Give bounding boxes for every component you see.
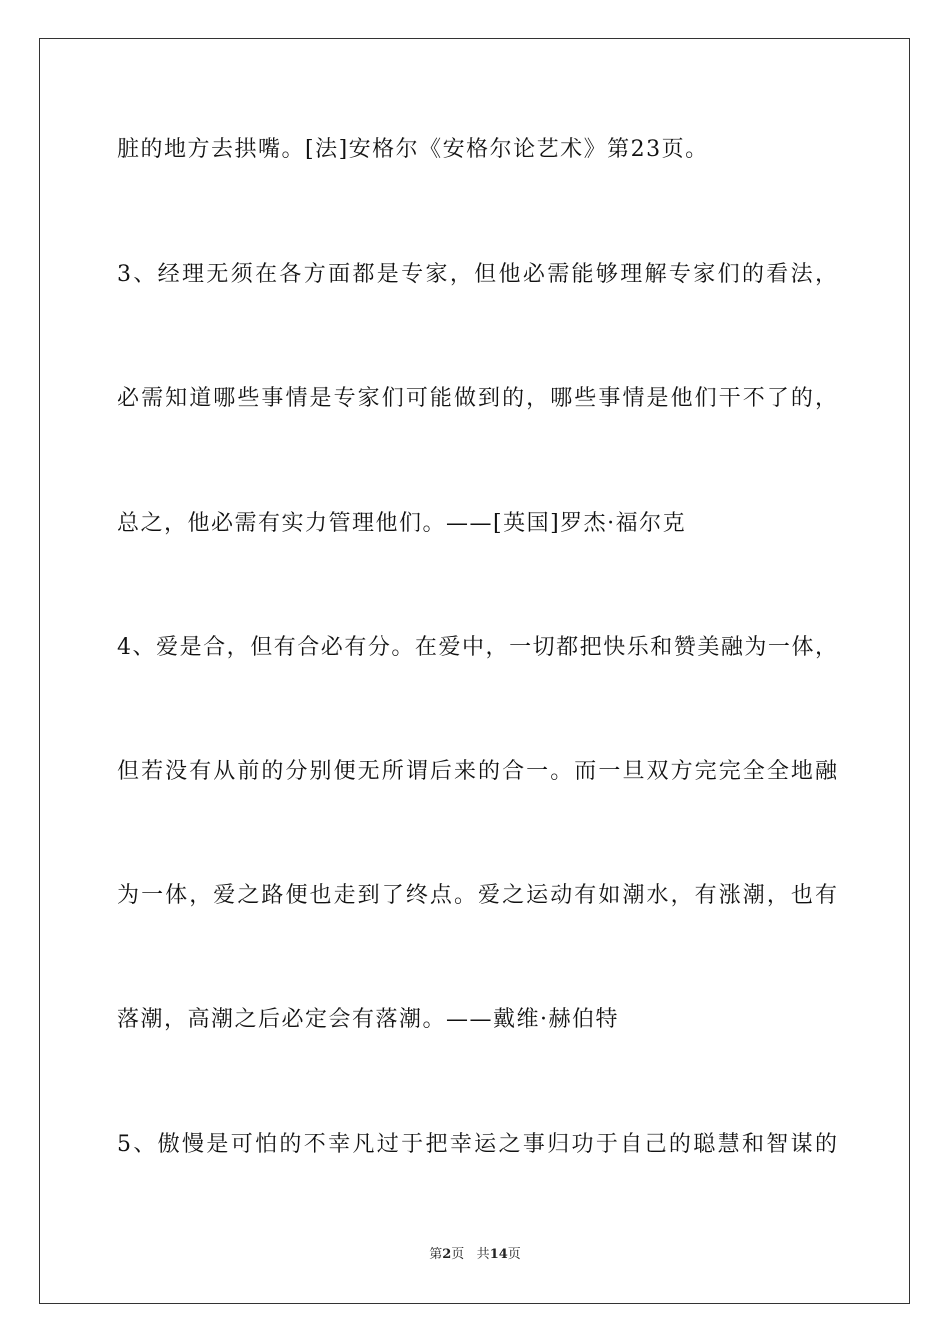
text-line-7: 为一体，爱之路便也走到了终点。爱之运动有如潮水，有涨潮，也有 — [117, 883, 837, 908]
text-line-4: 总之，他必需有实力管理他们。——[英国]罗杰·福尔克 — [117, 511, 687, 536]
total-pages: 14 — [489, 1247, 508, 1262]
text-line-3: 必需知道哪些事情是专家们可能做到的，哪些事情是他们干不了的， — [117, 386, 837, 411]
text-line-6: 但若没有从前的分别便无所谓后来的合一。而一旦双方完完全全地融 — [117, 759, 837, 784]
text-line-9: 5、傲慢是可怕的不幸凡过于把幸运之事归功于自己的聪慧和智谋的 — [117, 1132, 837, 1157]
page-frame — [39, 38, 910, 1304]
page-suffix: 页 — [451, 1247, 465, 1262]
total-suffix: 页 — [507, 1247, 521, 1262]
text-line-1: 脏的地方去拱嘴。[法]安格尔《安格尔论艺术》第23页。 — [117, 137, 709, 162]
page-number: 2 — [442, 1247, 452, 1262]
footer-separator — [464, 1247, 476, 1262]
text-line-5: 4、爱是合，但有合必有分。在爱中，一切都把快乐和赞美融为一体， — [117, 635, 837, 660]
page-prefix: 第 — [429, 1247, 443, 1262]
text-line-8: 落潮，高潮之后必定会有落潮。——戴维·赫伯特 — [117, 1007, 619, 1032]
text-line-2: 3、经理无须在各方面都是专家，但他必需能够理解专家们的看法， — [117, 262, 837, 287]
total-prefix: 共 — [476, 1247, 490, 1262]
page-footer — [0, 1246, 950, 1264]
